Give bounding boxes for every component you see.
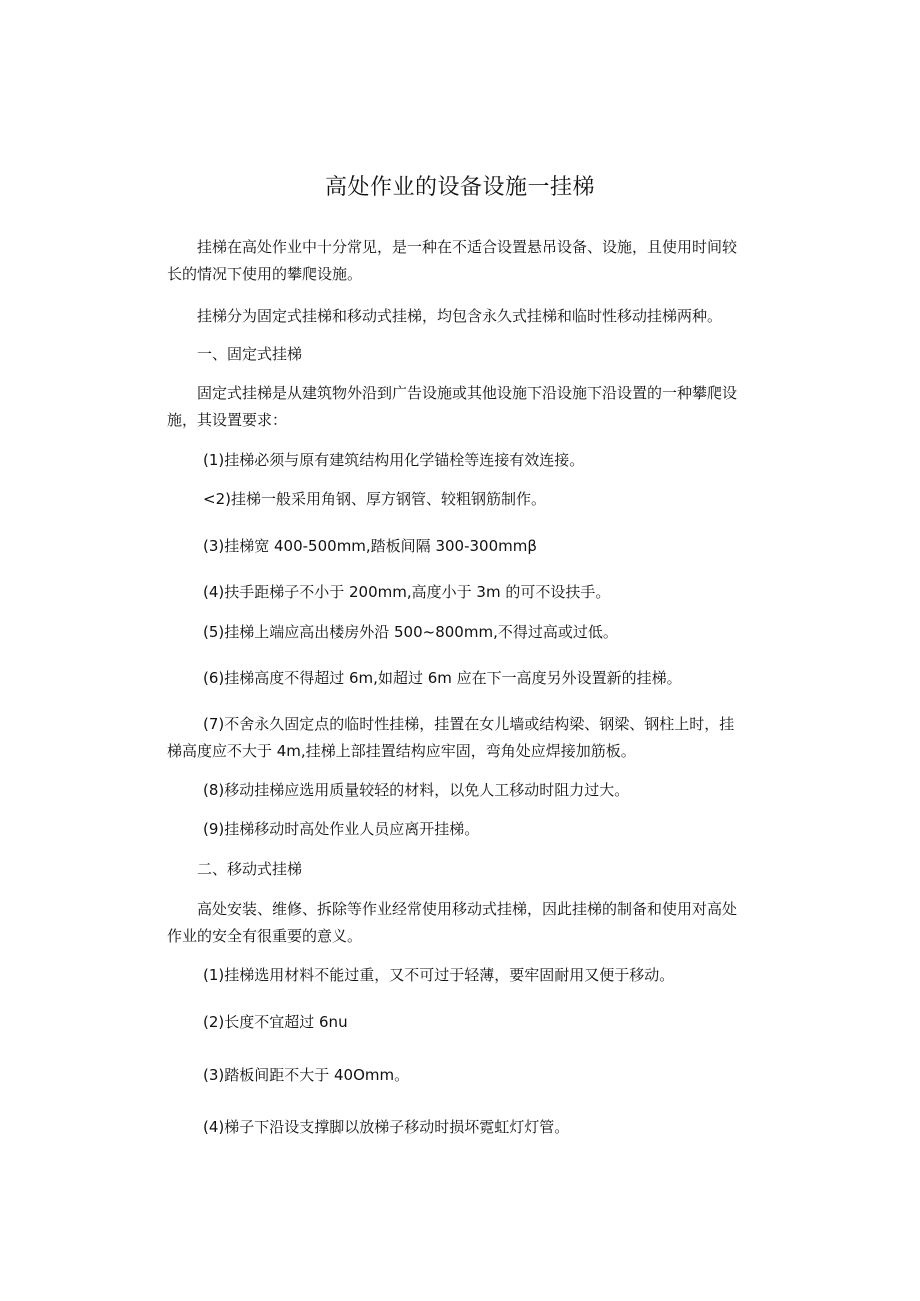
list-item: (7)不舍永久固定点的临时性挂梯，挂置在女儿墙或结构梁、钢梁、钢柱上时，挂梯高度应不大于 4m,挂梯上部挂置结构应牢固，弯角处应焊接加筋板。 xyxy=(167,715,735,760)
list-item: (9)挂梯移动时高处作业人员应离开挂梯。 xyxy=(203,820,480,838)
section-description-fixed-ladder: 固定式挂梯是从建筑物外沿到广告设施或其他设施下沿设施下沿设置的一种攀爬设施，其设置要求： xyxy=(167,384,738,429)
list-item: <2)挂梯一般采用角钢、厚方钢管、较粗钢筋制作。 xyxy=(203,490,546,508)
intro-paragraph-1: 挂梯在高处作业中十分常见，是一种在不适合设置悬吊设备、设施，且使用时间较长的情况下使用的攀爬设施。 xyxy=(167,238,738,283)
section-heading-mobile-ladder: 二、移动式挂梯 xyxy=(197,860,303,878)
list-item: (4)扶手距梯子不小于 200mm,高度小于 3m 的可不设扶手。 xyxy=(203,583,611,601)
list-item: (4)梯子下沿设支撑脚以放梯子移动时损坏霓虹灯灯管。 xyxy=(203,1118,570,1136)
list-item: (5)挂梯上端应高出楼房外沿 500~800mm,不得过高或过低。 xyxy=(203,623,618,641)
list-item: (1)挂梯必须与原有建筑结构用化学锚栓等连接有效连接。 xyxy=(203,451,585,469)
list-item: (3)挂梯宽 400-500mm,踏板间隔 300-300mmβ xyxy=(203,537,537,555)
page-title: 高处作业的设备设施一挂梯 xyxy=(324,175,595,200)
section-description-mobile-ladder: 高处安装、维修、拆除等作业经常使用移动式挂梯，因此挂梯的制备和使用对高处作业的安全有很重要的意义。 xyxy=(167,900,738,945)
list-item: (2)长度不宜超过 6nu xyxy=(203,1013,348,1031)
section-heading-fixed-ladder: 一、固定式挂梯 xyxy=(197,345,303,363)
list-item: (8)移动挂梯应选用质量较轻的材料，以免人工移动时阻力过大。 xyxy=(203,781,630,799)
list-item: (3)踏板间距不大于 40Omm。 xyxy=(203,1066,410,1084)
list-item: (6)挂梯高度不得超过 6m,如超过 6m 应在下一高度另外设置新的挂梯。 xyxy=(203,669,682,687)
intro-paragraph-2: 挂梯分为固定式挂梯和移动式挂梯，均包含永久式挂梯和临时性移动挂梯两种。 xyxy=(197,307,723,325)
list-item: (1)挂梯选用材料不能过重，又不可过于轻薄，要牢固耐用又便于移动。 xyxy=(203,966,675,984)
